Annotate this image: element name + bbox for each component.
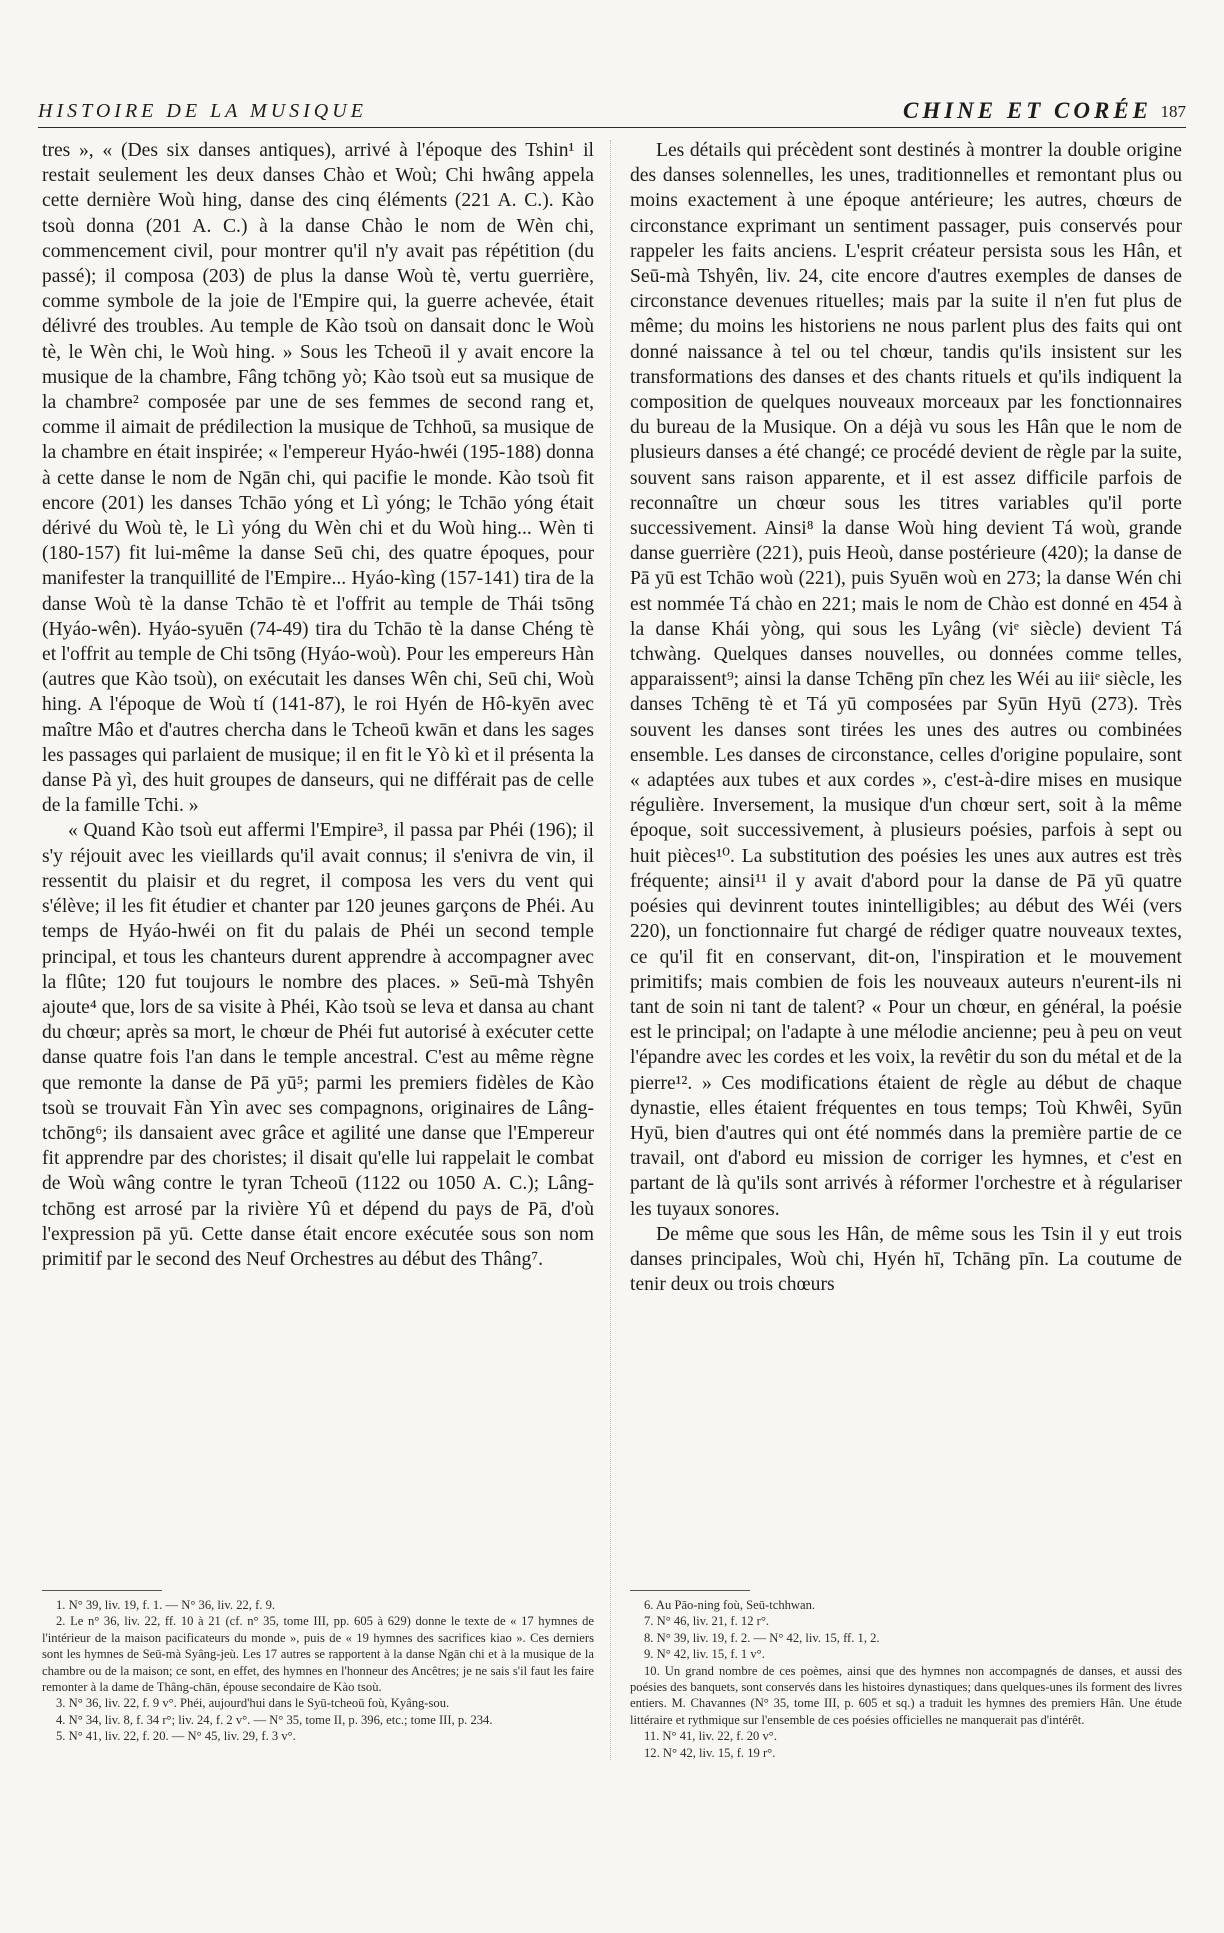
- footnote: 6. Au Pāo-ning foù, Seū-tchhwan.: [644, 1598, 816, 1612]
- left-column: [42, 138, 594, 1572]
- footnote: 9. N° 42, liv. 15, f. 1 v°.: [644, 1647, 765, 1662]
- right-column: [630, 138, 1182, 1572]
- footnote: 5. N° 41, liv. 22, f. 20. — N° 45, liv. 29, f. 3 v°.: [56, 1729, 296, 1744]
- header-left-title: HISTOIRE DE LA MUSIQUE: [38, 100, 367, 122]
- footnote: 2. Le n° 36, liv. 22, ff. 10 à 21 (cf. n° 35, tome III, pp. 605 à 629) donne le texte de « 17 hymnes de l'intérieur de la maison pacificateurs du monde », puis de « 19 hymnes des sacrifices kiao ». Ces derniers sont les hymnes de Seū-mà Syâng-jeù. Les 17 autres se rapportent à la danse Ngān chi et à la musique de la chambre ou de la maison; ce sont, en effet, des hymnes en l'honneur des Ancêtres; je ne sais s'il faut les faire remonter à la dame de Thâng-chān, épouse secondaire de Kào tsoù.: [42, 1614, 594, 1695]
- footnote: 12. N° 42, liv. 15, f. 19 r°.: [644, 1745, 776, 1760]
- footnote: 8. N° 39, liv. 19, f. 2. — N° 42, liv. 15, ff. 1, 2.: [644, 1630, 880, 1645]
- page-number: 187: [1160, 102, 1186, 121]
- footnotes-right: [630, 1590, 1182, 1761]
- footnote: 10. Un grand nombre de ces poèmes, ainsi que des hymnes non accompagnés de danses, et aussi des poésies des banquets, sont conservés dans les histoires dynastiques; dans quelques-unes ils forment des livres entiers. M. Chavannes (N° 35, tome III, p. 605 et sq.) a traduit les hymnes des premiers Hân. Une étude littéraire et rythmique sur l'ensemble de ces poésies officielles ne manquerait pas d'intérêt.: [630, 1663, 1182, 1727]
- running-header: [38, 97, 1186, 128]
- paragraph: tres », « (Des six danses antiques), arrivé à l'époque des Tshin¹ il restait seulement les deux danses Chào et Woù; Chi hwâng appela cette dernière Woù hing, danse des cinq éléments (221 A. C.). Kào tsoù donna (201 A. C.) à la danse Chào le nom de Wèn chi, commencement civil, pour montrer qu'il n'y avait pas répétition (du passé); il composa (203) de plus la danse Woù tè, vertu guerrière, comme symbole de la joie de l'Empire qui, la guerre achevée, était délivré des troubles. Au temple de Kào tsoù on dansait donc le Woù tè, le Wèn chi, le Woù hing. » Sous les Tcheoū il y avait encore la musique de la chambre, Fâng tchōng yò; Kào tsoù eut sa musique de la chambre² composée par une de ses femmes de second rang et, comme il aimait de prédilection la musique de Tchhoū, sa musique de la chambre en était inspirée; « l'empereur Hyáo-hwéi (195-188) donna à cette danse le nom de Ngān chi, qui pacifie le monde. Kào tsoù fit encore (201) les danses Tchāo yóng et Lì yóng; le Tchāo yóng était dérivé du Woù tè, le Lì yóng du Wèn chi et du Woù hing... Wèn ti (180-157) fit lui-même la danse Seū chi, des quatre époques, pour manifester la tranquillité de l'Empire... Hyáo-kìng (157-141) tira de la danse Woù tè la danse Tchāo tè et l'offrit au temple de Thái tsōng (Hyáo-wên). Hyáo-syuēn (74-49) tira du Tchāo tè la danse Chéng tè et l'offrit au temple de Chi tsōng (Hyáo-woù). Pour les empereurs Hàn (autres que Kào tsoù), on exécutait les danses Wên chi, Seū chi, Woù hing. A l'époque de Woù tí (141-87), le roi Hyén de Hô-kyēn avec maître Mâo et d'autres chercha dans le Tcheoū kwān et dans les sages les passages qui parlaient de musique; il en fit le Yò kì et il présenta la danse Pà yì, des huit groupes de danseurs, qui ne différait pas de celle de la famille Tchi. »: [42, 140, 594, 817]
- footnote: 1. N° 39, liv. 19, f. 1. — N° 36, liv. 22, f. 9.: [56, 1598, 276, 1612]
- paragraph: De même que sous les Hân, de même sous les Tsin il y eut trois danses principales, Woù chi, Hyén hī, Tchāng pīn. La coutume de tenir deux ou trois chœurs: [630, 1223, 1182, 1296]
- footnote-rule: [630, 1590, 750, 1591]
- header-right-title: CHINE ET CORÉE: [903, 98, 1152, 123]
- footnote-rule: [42, 1590, 162, 1591]
- footnote: 4. N° 34, liv. 8, f. 34 r°; liv. 24, f. 2 v°. — N° 35, tome II, p. 396, etc.; tome III, p. 234.: [56, 1712, 493, 1727]
- footnote: 3. N° 36, liv. 22, f. 9 v°. Phéi, aujourd'hui dans le Syū-tcheoū foù, Kyâng-sou.: [56, 1696, 450, 1711]
- footnote: 7. N° 46, liv. 21, f. 12 r°.: [644, 1614, 770, 1629]
- left-column-body: [42, 138, 594, 1572]
- footnotes-left: [42, 1590, 594, 1745]
- footnote: 11. N° 41, liv. 22, f. 20 v°.: [644, 1729, 777, 1744]
- paragraph: « Quand Kào tsoù eut affermi l'Empire³, il passa par Phéi (196); il s'y réjouit avec les vieillards qu'il avait connus; il s'enivra de vin, il ressentit du plaisir et du regret, il composa les vers du vent qui s'élève; il les fit étudier et chanter par 120 jeunes garçons de Phéi. Au temps de Hyáo-hwéi on fit du palais de Phéi un second temple principal, et tous les chanteurs durent apprendre à accompagner avec la flûte; 120 fut toujours le nombre des places. » Seū-mà Tshyên ajoute⁴ que, lors de sa visite à Phéi, Kào tsoù se leva et dansa au chant du chœur; après sa mort, le chœur de Phéi fut autorisé à exécuter cette danse quatre fois l'an dans le temple ancestral. C'est au même règne que remonte la danse de Pā yū⁵; parmi les premiers fidèles de Kào tsoù se trouvait Fàn Yìn avec ses compagnons, originaires de Lâng-tchōng⁶; ils dansaient avec grâce et agilité une danse que l'Empereur fit apprendre par des choristes; il disait qu'elle lui rappelait le combat de Woù wâng contre le tyran Tcheoū (1122 ou 1050 A. C.); Lâng-tchōng est arrosé par la rivière Yû et dépend du pays de Pā, d'où l'expression pā yū. Cette danse était encore exécutée sous son nom primitif par le second des Neuf Orchestres au début des Thâng⁷.: [42, 820, 594, 1270]
- column-divider: [610, 140, 611, 1760]
- right-column-body: [630, 138, 1182, 1572]
- paragraph: Les détails qui précèdent sont destinés à montrer la double origine des danses solennelles, les unes, traditionnelles et remontant plus ou moins exactement à une époque antérieure; les autres, chœurs de circonstance exprimant un sentiment passager, puis conservés pour rappeler les faits anciens. L'esprit créateur persista sous les Hân, et Seū-mà Tshyên, liv. 24, cite encore d'autres exemples de danses de circonstance devenues rituelles; mais par la suite il n'en fut plus de même; du moins les historiens ne nous parlent plus des faits qui ont donné naissance à tel ou tel chœur, tandis qu'ils insistent sur les transformations des danses et des chants rituels et qu'ils indiquent la composition de quelques nouveaux morceaux par les fonctionnaires du bureau de la Musique. On a déjà vu sous les Hân que le nom de plusieurs danses a été changé; ce procédé devient de règle par la suite, souvent sans raison apparente, et il est assez difficile parfois de reconnaître un chœur sous les titres variables qu'il porte successivement. Ainsi⁸ la danse Woù hing devient Tá woù, grande danse guerrière (221), puis Heoù, danse postérieure (420); la danse de Pā yū est Tchāo woù (221), puis Syuēn woù en 273; la danse Wén chi est nommée Tá chào en 221; mais le nom de Chào est donné en 454 à la danse Khái yòng, qui sous les Lyâng (viᵉ siècle) devient Tá tchwàng. Quelques danses nouvelles, ou données comme telles, apparaissent⁹; ainsi la danse Tchēng pīn chez les Wéi au iiiᵉ siècle, les danses Tchēng tè et Tá yū composées par Syūn Hyū (273). Très souvent les danses sont tirées les unes des autres ou combinées ensemble. Les danses de circonstance, celles d'origine populaire, sont « adaptées aux tubes et aux cordes », c'est-à-dire mises en musique régulière. Inversement, la musique d'un chœur sert, soit à la même époque, soit successivement, à plusieurs poésies, parfois à sept ou huit pièces¹⁰. La substitution des poésies les unes aux autres est très fréquente; ainsi¹¹ il y avait d'abord pour la danse de Pā yū quatre poésies qui devinrent toutes inintelligibles; au début des Wéi (vers 220), un fonctionnaire fut chargé de rédiger quatre nouveaux textes, ce qu'il fit en conservant, dit-on, l'inspiration et le mouvement primitifs; mais combien de fois les nouveaux auteurs n'eurent-ils ni tant de soin ni tant de talent? « Pour un chœur, en général, la poésie est le principal; on l'adapte à une mélodie ancienne; peu à peu on veut l'épandre avec les cordes et les voix, la revêtir du son du métal et de la pierre¹². » Ces modifications étaient de règle au début de chaque dynastie, elles étaient fréquentes en tous temps; Toù Khwêi, Syūn Hyū, bien d'autres qui ont été nommés dans la première partie de ce travail, ont d'abord eu mission de corriger les hymnes, et c'est en partant de là qu'ils sont arrivés à réformer l'orchestre et à régulariser les tuyaux sonores.: [630, 140, 1182, 1220]
